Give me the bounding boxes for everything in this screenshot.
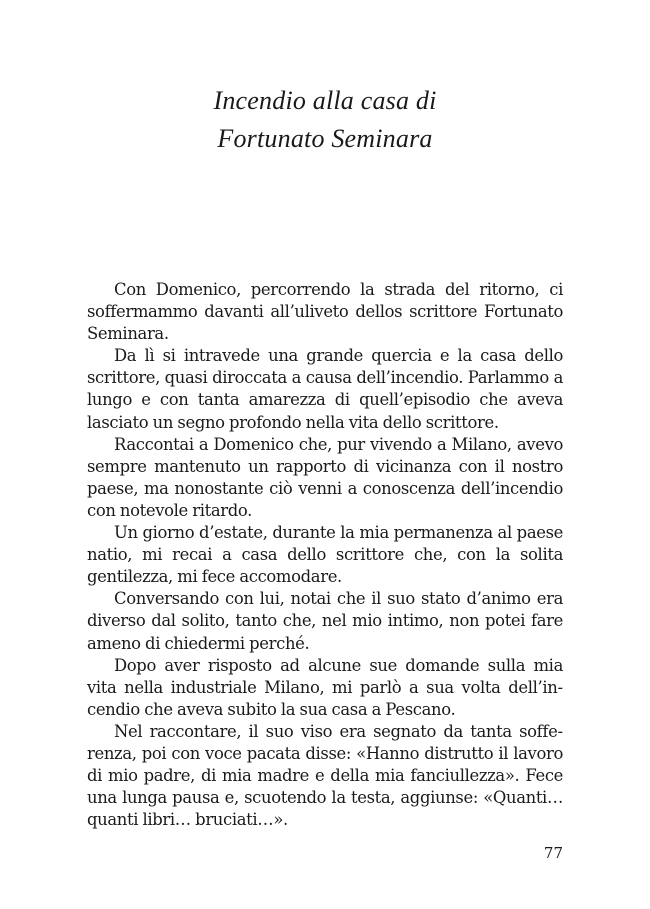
paragraph-1: Con Domenico, percorrendo la strada del ritorno, ci soffermammo davanti all’uliveto dellos scrittore Fortunato Seminara. xyxy=(87,280,563,344)
paragraph-3: Raccontai a Domenico che, pur vivendo a Milano, avevo sempre mantenuto un rapporto di vicinanza con il nostro paese, ma nonostante ciò venni a conoscenza dell’incendio con notevole ritardo. xyxy=(87,434,563,520)
page-number: 77 xyxy=(543,844,563,862)
paragraph-7: Nel raccontare, il suo viso era segnato da tanta sofferenza, poi con voce pacata disse: «Hanno distrutto il lavoro di mio padre, di mia madre e della mia fanciullezza». Fece una lunga pausa e, scuotendo la testa, aggiunse: «Quanti… quanti libri… bruciati…». xyxy=(87,721,563,830)
chapter-title-line-2: Fortunato Seminara xyxy=(217,124,433,153)
chapter-body xyxy=(87,279,563,831)
paragraph-5: Conversando con lui, notai che il suo stato d’animo era diverso dal solito, tanto che, nel mio intimo, non potei fare ameno di chiedermi perché. xyxy=(87,589,563,653)
paragraph-6: Dopo aver risposto ad alcune sue domande sulla mia vita nella industriale Milano, mi parlò a sua volta dell’incendio che aveva subito la sua casa a Pescano. xyxy=(87,655,563,719)
chapter-title xyxy=(0,82,650,158)
paragraph-4: Un giorno d’estate, durante la mia permanenza al paese natio, mi recai a casa dello scrittore che, con la solita gentilezza, mi fece accomodare. xyxy=(87,523,563,587)
chapter-title-line-1: Incendio alla casa di xyxy=(213,86,437,115)
paragraph-2: Da lì si intravede una grande quercia e la casa dello scrittore, quasi diroccata a causa dell’incendio. Parlammo a lungo e con tanta amarezza di quell’episodio che aveva lasciato un segno profondo nella vita dello scrittore. xyxy=(87,346,563,432)
